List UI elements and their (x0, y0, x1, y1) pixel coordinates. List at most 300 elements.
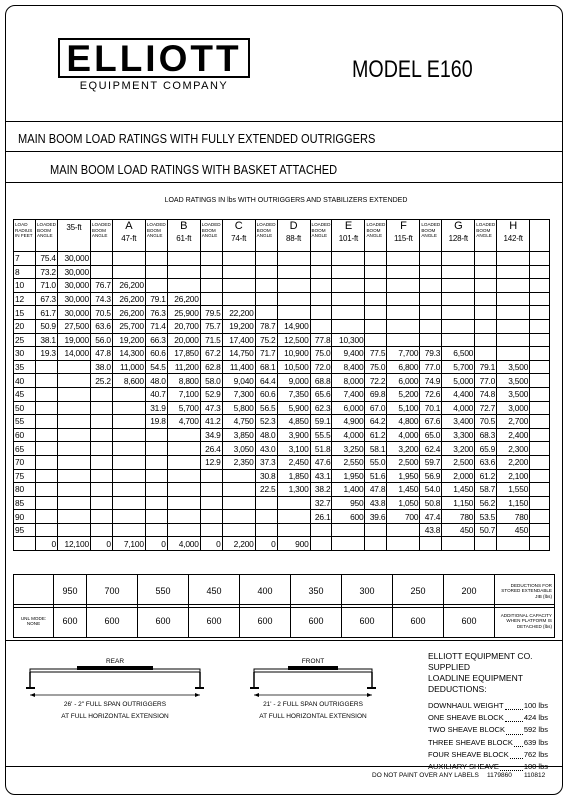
divider (6, 640, 562, 641)
angle-cell (255, 265, 277, 279)
angle-cell (90, 496, 112, 510)
load-cell: 1,150 (497, 496, 530, 510)
radius-header: LOAD RADIUS IN FEET (14, 220, 36, 252)
load-cell (112, 415, 145, 429)
equipment-deduction-item (428, 725, 548, 737)
load-cell (332, 265, 365, 279)
load-cell: 5,800 (222, 401, 255, 415)
angle-cell: 34.9 (200, 428, 222, 442)
angle-cell: 71.5 (200, 333, 222, 347)
load-cell (167, 455, 200, 469)
load-cell: 450 (497, 523, 530, 537)
angle-cell (255, 496, 277, 510)
load-cell (112, 401, 145, 415)
deduction-label: ONE SHEAVE BLOCK (428, 713, 504, 723)
equipment-deduction-item (428, 713, 548, 725)
table-header-row (14, 220, 550, 252)
angle-cell: 74.3 (90, 292, 112, 306)
boom-letter: G (454, 220, 463, 232)
boom-length: 142-ft (503, 234, 523, 243)
angle-cell (310, 319, 332, 333)
angle-cell: 75.2 (255, 333, 277, 347)
load-cell (387, 523, 420, 537)
deduction-value: 600 (189, 605, 240, 638)
load-cell (222, 265, 255, 279)
table-row (14, 374, 550, 388)
angle-cell: 30.8 (255, 469, 277, 483)
load-cell (277, 496, 310, 510)
angle-cell: 77.5 (365, 347, 387, 361)
deduction-label: TWO SHEAVE BLOCK (428, 725, 505, 735)
angle-cell (475, 333, 497, 347)
angle-cell: 65.6 (310, 387, 332, 401)
angle-cell: 73.2 (36, 265, 58, 279)
load-cell: 4,900 (332, 415, 365, 429)
load-cell: 3,250 (332, 442, 365, 456)
load-cell (57, 401, 90, 415)
angle-cell (530, 347, 550, 361)
angle-cell: 26.1 (310, 510, 332, 524)
radius-cell: 25 (14, 333, 36, 347)
load-cell: 19,200 (112, 333, 145, 347)
boom-length-header (57, 220, 90, 252)
load-cell: 5,700 (167, 401, 200, 415)
table-row (14, 292, 550, 306)
load-cell (277, 279, 310, 293)
angle-cell: 72.6 (420, 387, 442, 401)
deduction-value: 400 (240, 575, 291, 608)
boom-angle-header: LOADED BOOM ANGLE (200, 220, 222, 252)
angle-cell (310, 306, 332, 320)
load-cell (332, 319, 365, 333)
load-cell: 30,000 (57, 292, 90, 306)
angle-cell (530, 537, 550, 551)
angle-cell: 48.0 (255, 428, 277, 442)
angle-cell: 31.9 (145, 401, 167, 415)
load-cell: 26,200 (167, 292, 200, 306)
angle-cell (200, 265, 222, 279)
load-cell (57, 387, 90, 401)
load-cell (167, 428, 200, 442)
radius-cell: 8 (14, 265, 36, 279)
load-cell: 2,500 (387, 455, 420, 469)
load-cell (167, 523, 200, 537)
load-cell: 2,100 (497, 469, 530, 483)
logo-subtitle: EQUIPMENT COMPANY (79, 80, 229, 92)
load-cell (167, 510, 200, 524)
boom-length-header (442, 220, 475, 252)
load-cell: 30,000 (57, 306, 90, 320)
load-cell: 20,000 (167, 333, 200, 347)
boom-letter: E (344, 220, 352, 232)
boom-length: 74-ft (231, 234, 247, 243)
table-row (14, 347, 550, 361)
load-cell (442, 306, 475, 320)
angle-cell (36, 428, 58, 442)
load-cell (332, 537, 365, 551)
angle-cell (90, 252, 112, 266)
angle-cell: 72.7 (475, 401, 497, 415)
angle-cell (200, 279, 222, 293)
angle-cell (530, 252, 550, 266)
table-row (14, 333, 550, 347)
radius-cell: 95 (14, 523, 36, 537)
angle-cell: 62.3 (310, 401, 332, 415)
load-cell (167, 252, 200, 266)
load-cell: 7,700 (387, 347, 420, 361)
boom-length-header (277, 220, 310, 252)
angle-cell: 63.6 (475, 455, 497, 469)
angle-cell (90, 387, 112, 401)
load-cell: 3,200 (387, 442, 420, 456)
angle-cell (365, 523, 387, 537)
angle-cell: 58.7 (475, 483, 497, 497)
load-cell: 3,200 (442, 442, 475, 456)
angle-cell: 79.3 (420, 347, 442, 361)
angle-cell (145, 252, 167, 266)
angle-cell: 70.5 (475, 415, 497, 429)
load-cell: 4,700 (167, 415, 200, 429)
boom-letter: D (289, 220, 298, 232)
elliott-logo (58, 38, 250, 96)
angle-cell: 43.1 (310, 469, 332, 483)
deduction-label: DOWNHAUL WEIGHT (428, 701, 504, 710)
angle-cell (36, 387, 58, 401)
angle-cell: 52.9 (200, 387, 222, 401)
divider (6, 182, 562, 183)
angle-cell (530, 306, 550, 320)
angle-cell: 12.9 (200, 455, 222, 469)
load-cell: 4,000 (167, 537, 200, 551)
angle-cell: 62.8 (200, 360, 222, 374)
radius-cell: 75 (14, 469, 36, 483)
angle-cell: 50.9 (36, 319, 58, 333)
angle-cell: 50.7 (475, 523, 497, 537)
load-cell: 20,700 (167, 319, 200, 333)
angle-cell (90, 401, 112, 415)
load-cell: 4,000 (442, 401, 475, 415)
load-cell: 1,450 (442, 483, 475, 497)
table-row (14, 401, 550, 415)
load-cell: 14,300 (112, 347, 145, 361)
angle-cell (420, 265, 442, 279)
deductions-heading-2: LOADLINE EQUIPMENT DEDUCTIONS: (428, 673, 523, 694)
load-cell (387, 333, 420, 347)
table-row (14, 279, 550, 293)
deduction-label: THREE SHEAVE BLOCK (428, 737, 513, 747)
table-row (14, 483, 550, 497)
boom-length-header (332, 220, 365, 252)
table-row (14, 537, 550, 551)
load-cell (387, 292, 420, 306)
angle-cell: 56.0 (90, 333, 112, 347)
radius-cell: 55 (14, 415, 36, 429)
load-cell: 1,550 (497, 483, 530, 497)
load-cell (387, 252, 420, 266)
load-cell: 3,500 (497, 374, 530, 388)
angle-cell (36, 360, 58, 374)
load-cell: 3,100 (277, 442, 310, 456)
angle-cell: 0 (90, 537, 112, 551)
radius-cell: 10 (14, 279, 36, 293)
load-cell (222, 483, 255, 497)
load-cell: 7,300 (222, 387, 255, 401)
load-cell (332, 279, 365, 293)
radius-cell: 35 (14, 360, 36, 374)
load-cell (57, 523, 90, 537)
deduction-note: DEDUCTIONS FOR STORED EXTENDABLE JIB (lbs) (495, 575, 555, 608)
angle-cell (255, 306, 277, 320)
load-cell (442, 265, 475, 279)
load-cell: 3,050 (222, 442, 255, 456)
load-cell (277, 510, 310, 524)
deduction-value: 600 (444, 605, 495, 638)
front-label: FRONT (301, 658, 325, 665)
radius-cell: 65 (14, 442, 36, 456)
load-cell (442, 537, 475, 551)
angle-cell: 26.4 (200, 442, 222, 456)
angle-cell (36, 442, 58, 456)
load-cell (57, 510, 90, 524)
angle-cell: 43.8 (420, 523, 442, 537)
angle-cell: 65.9 (475, 442, 497, 456)
outrigger-title: MAIN BOOM LOAD RATINGS WITH FULLY EXTENDED OUTRIGGERS (18, 131, 376, 146)
angle-cell: 43.0 (255, 442, 277, 456)
boom-angle-header: LOADED BOOM ANGLE (255, 220, 277, 252)
load-cell (112, 265, 145, 279)
rear-extension-label: AT FULL HORIZONTAL EXTENSION (61, 713, 169, 720)
angle-cell (475, 537, 497, 551)
angle-cell: 78.7 (255, 319, 277, 333)
angle-cell (255, 523, 277, 537)
load-cell (112, 455, 145, 469)
load-cell (167, 442, 200, 456)
boom-length-header (387, 220, 420, 252)
basket-title: MAIN BOOM LOAD RATINGS WITH BASKET ATTACHED (50, 162, 338, 177)
angle-cell: 56.9 (420, 469, 442, 483)
angle-cell (530, 469, 550, 483)
boom-angle-header: LOADED BOOM ANGLE (420, 220, 442, 252)
angle-cell (365, 292, 387, 306)
deduction-label: AUXILIARY SHEAVE (428, 761, 499, 771)
deduction-weight: 762 lbs (523, 749, 548, 759)
load-cell: 2,700 (497, 415, 530, 429)
load-cell: 5,100 (387, 401, 420, 415)
radius-cell: 60 (14, 428, 36, 442)
load-cell (497, 292, 530, 306)
angle-cell (200, 483, 222, 497)
angle-cell (365, 319, 387, 333)
angle-cell: 59.7 (420, 455, 442, 469)
deduction-value: 700 (87, 575, 138, 608)
radius-cell: 15 (14, 306, 36, 320)
angle-cell: 38.2 (310, 483, 332, 497)
load-cell (57, 415, 90, 429)
load-cell (57, 374, 90, 388)
load-cell (497, 333, 530, 347)
angle-cell (36, 510, 58, 524)
angle-cell (310, 252, 332, 266)
load-cell: 3,400 (442, 415, 475, 429)
load-cell (442, 333, 475, 347)
equipment-deduction-item (428, 738, 548, 750)
angle-cell (255, 510, 277, 524)
angle-cell: 64.4 (255, 374, 277, 388)
load-cell: 26,200 (112, 292, 145, 306)
load-cell: 25,900 (167, 306, 200, 320)
boom-angle-header: LOADED BOOM ANGLE (310, 220, 332, 252)
angle-cell (530, 428, 550, 442)
load-cell (332, 523, 365, 537)
deduction-row (14, 605, 555, 638)
load-cell: 6,000 (332, 401, 365, 415)
load-cell: 11,200 (167, 360, 200, 374)
deduction-row (14, 575, 555, 608)
angle-cell: 25.2 (90, 374, 112, 388)
load-cell (332, 252, 365, 266)
angle-cell (36, 455, 58, 469)
table-row (14, 252, 550, 266)
load-cell (497, 252, 530, 266)
leader-dots (506, 725, 523, 734)
deduction-weight: 100 lbs (523, 701, 548, 710)
angle-cell: 63.6 (90, 319, 112, 333)
deduction-value: 600 (54, 605, 87, 638)
table-row (14, 428, 550, 442)
load-cell: 1,950 (332, 469, 365, 483)
load-cell: 3,850 (222, 428, 255, 442)
angle-cell: 59.1 (310, 415, 332, 429)
load-cell (57, 469, 90, 483)
divider (6, 766, 562, 767)
load-cell: 1,300 (277, 483, 310, 497)
angle-cell (475, 279, 497, 293)
load-cell (387, 537, 420, 551)
table-row (14, 387, 550, 401)
equipment-deduction-item (428, 750, 548, 762)
angle-cell: 40.7 (145, 387, 167, 401)
angle-cell: 47.8 (90, 347, 112, 361)
spare-cell (530, 220, 550, 252)
boom-letter: C (234, 220, 243, 232)
load-cell: 4,400 (442, 387, 475, 401)
angle-cell (310, 292, 332, 306)
angle-cell: 47.3 (200, 401, 222, 415)
angle-cell: 68.1 (255, 360, 277, 374)
load-cell: 27,500 (57, 319, 90, 333)
angle-cell: 47.8 (365, 483, 387, 497)
load-cell (112, 523, 145, 537)
angle-cell (200, 510, 222, 524)
load-cell (442, 252, 475, 266)
angle-cell: 75.0 (310, 347, 332, 361)
load-cell: 11,000 (112, 360, 145, 374)
angle-cell (36, 483, 58, 497)
radius-cell: 30 (14, 347, 36, 361)
angle-cell (530, 496, 550, 510)
angle-cell (145, 428, 167, 442)
angle-cell (530, 510, 550, 524)
load-cell (497, 265, 530, 279)
angle-cell: 66.3 (145, 333, 167, 347)
angle-cell (530, 265, 550, 279)
load-cell: 9,040 (222, 374, 255, 388)
load-cell: 25,700 (112, 319, 145, 333)
angle-cell (200, 496, 222, 510)
angle-cell: 79.5 (200, 306, 222, 320)
load-cell: 8,600 (112, 374, 145, 388)
angle-cell (145, 496, 167, 510)
angle-cell (530, 319, 550, 333)
angle-cell (90, 483, 112, 497)
deduction-value: 200 (444, 575, 495, 608)
angle-cell (145, 265, 167, 279)
angle-cell (145, 483, 167, 497)
angle-cell (90, 265, 112, 279)
load-cell: 3,300 (442, 428, 475, 442)
front-extension-label: AT FULL HORIZONTAL EXTENSION (259, 713, 367, 720)
angle-cell: 75.0 (365, 360, 387, 374)
boom-letter: B (180, 220, 188, 232)
load-cell (167, 279, 200, 293)
deduction-note: ADDITIONAL CAPACITY WHEN PLATFORM IS DETACHED (lbs) (495, 605, 555, 638)
load-cell: 2,350 (222, 455, 255, 469)
paint-warning: DO NOT PAINT OVER ANY LABELS (372, 772, 479, 779)
rear-outrigger-diagram (22, 655, 208, 725)
boom-length: 88-ft (286, 234, 302, 243)
angle-cell (365, 306, 387, 320)
rear-span-label: 26' - 2" FULL SPAN OUTRIGGERS (63, 701, 167, 708)
boom-angle-header: LOADED BOOM ANGLE (90, 220, 112, 252)
load-cell (167, 483, 200, 497)
load-cell (222, 279, 255, 293)
angle-cell: 56.2 (475, 496, 497, 510)
angle-cell: 68.3 (475, 428, 497, 442)
angle-cell: 64.2 (365, 415, 387, 429)
table-row (14, 510, 550, 524)
angle-cell (90, 469, 112, 483)
boom-angle-header: LOADED BOOM ANGLE (145, 220, 167, 252)
angle-cell: 58.0 (200, 374, 222, 388)
load-cell: 2,300 (497, 442, 530, 456)
angle-cell (530, 523, 550, 537)
equipment-deductions (428, 651, 572, 774)
part-number: 1179860 (487, 772, 512, 779)
radius-cell: 90 (14, 510, 36, 524)
angle-cell: 38.0 (90, 360, 112, 374)
load-cell: 8,400 (332, 360, 365, 374)
load-cell: 7,100 (112, 537, 145, 551)
table-row (14, 469, 550, 483)
load-cell: 5,200 (387, 387, 420, 401)
angle-cell (200, 523, 222, 537)
angle-cell (530, 374, 550, 388)
angle-cell (145, 455, 167, 469)
angle-cell (530, 455, 550, 469)
angle-cell: 38.1 (36, 333, 58, 347)
load-cell: 8,800 (167, 374, 200, 388)
load-cell: 14,000 (57, 347, 90, 361)
deduction-value: 600 (87, 605, 138, 638)
load-cell (442, 319, 475, 333)
platform-capacity (13, 604, 555, 638)
boom-angle-header: LOADED BOOM ANGLE (365, 220, 387, 252)
load-cell: 1,850 (277, 469, 310, 483)
angle-cell (530, 442, 550, 456)
load-cell: 6,800 (387, 360, 420, 374)
load-cell: 22,200 (222, 306, 255, 320)
angle-cell: 37.3 (255, 455, 277, 469)
